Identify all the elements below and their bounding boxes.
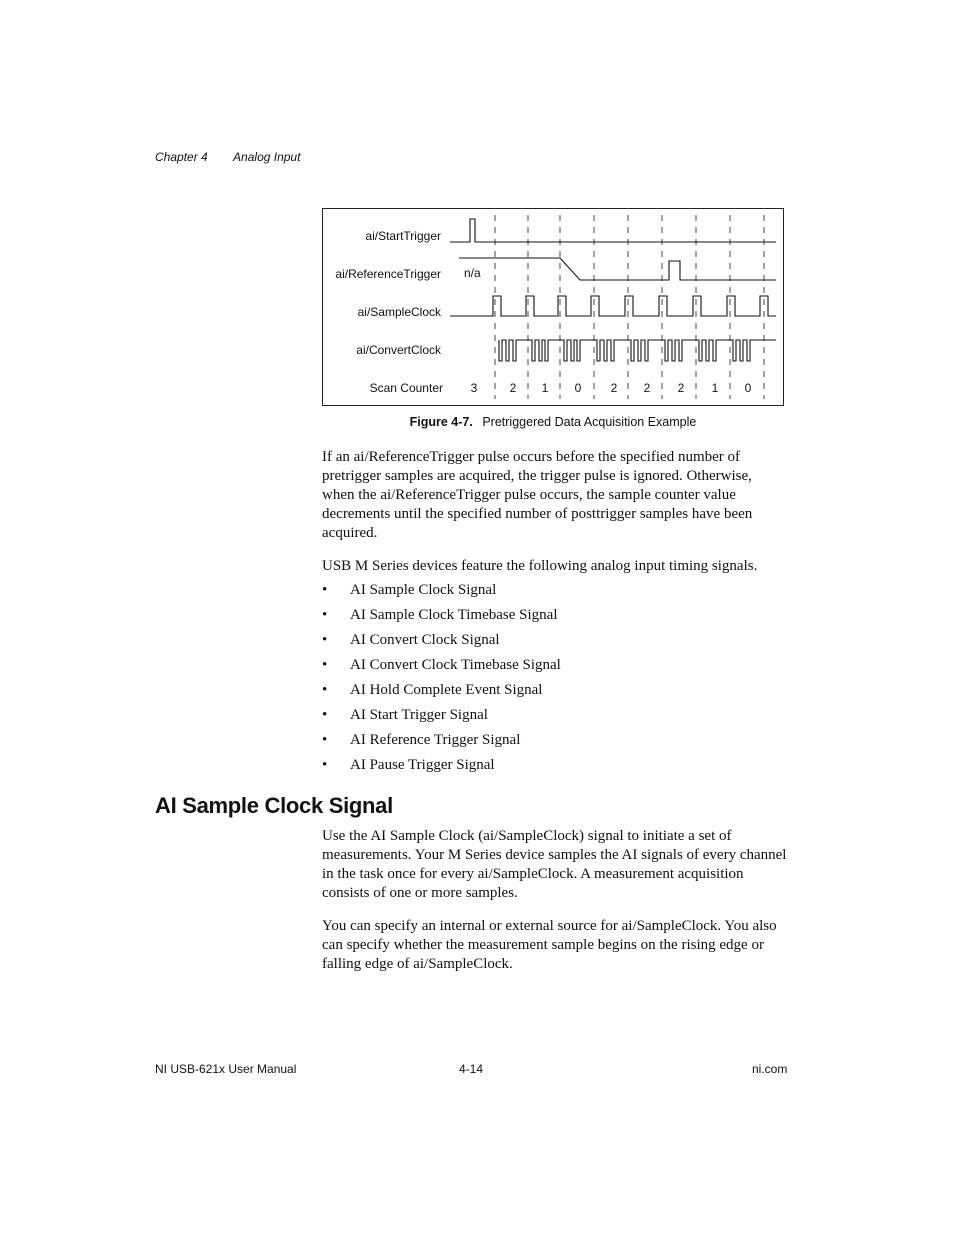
paragraph-reference-trigger: If an ai/ReferenceTrigger pulse occurs before the specified number of pretrigger samples are acquired, the trigger pulse is ignored. Otherwise, when the ai/ReferenceTrigger pulse occurs, the sample counter value decrements until the specified number of posttrigger samples have been acquired. [322,449,753,541]
running-header [155,150,300,164]
list-item-text: AI Hold Complete Event Signal [350,682,543,698]
list-item-text: AI Pause Trigger Signal [350,757,495,773]
paragraph-sample-clock-intro: Use the AI Sample Clock (ai/SampleClock) signal to initiate a set of measurements. Your M Series device samples the AI signals of every channel in the task once for every ai/SampleClock. A measurement acquisition consists of one or more samples. [322,828,787,901]
footer-page-number: 4-14 [459,1062,484,1076]
label-scan-counter: Scan Counter [369,381,443,395]
scan-count-6: 2 [643,381,651,395]
bullet-marker: • [322,607,328,623]
list-item-text: AI Convert Clock Timebase Signal [350,657,561,673]
label-start-trigger: ai/StartTrigger [365,229,441,243]
start-trigger-wave [450,219,776,242]
figure-number: Figure 4-7. [409,415,473,429]
list-item-text: AI Reference Trigger Signal [350,732,521,748]
list-item [322,656,787,681]
paragraph-timing-signals-intro: USB M Series devices feature the following analog input timing signals. [322,558,758,574]
scan-count-5: 2 [610,381,618,395]
footer-website: ni.com [752,1062,788,1076]
paragraph-sample-clock-source: You can specify an internal or external source for ai/SampleClock. You also can specify whether the measurement sample begins on the rising edge or falling edge of ai/SampleClock. [322,918,777,972]
list-item [322,756,787,781]
scan-count-9: 0 [744,381,752,395]
list-item [322,706,787,731]
list-item [322,681,787,706]
bullet-marker: • [322,682,328,698]
list-item-text: AI Convert Clock Signal [350,632,500,648]
scan-count-3: 1 [541,381,549,395]
timing-diagram [322,208,784,406]
scan-count-2: 2 [509,381,517,395]
list-item [322,731,787,756]
figure-title: Pretriggered Data Acquisition Example [482,415,697,429]
convert-clock-wave [499,340,776,361]
sample-clock-wave [450,296,776,316]
footer-manual-title: NI USB-621x User Manual [155,1062,297,1076]
bullet-marker: • [322,757,328,773]
list-item-text: AI Sample Clock Signal [350,582,497,598]
scan-count-8: 1 [711,381,719,395]
bullet-marker: • [322,582,328,598]
label-sample-clock: ai/SampleClock [357,305,441,319]
reference-trigger-wave [459,258,776,280]
list-item [322,631,787,656]
bullet-marker: • [322,707,328,723]
scan-count-1: 3 [470,381,478,395]
na-label: n/a [464,266,481,280]
timing-signal-list [322,581,787,781]
bullet-marker: • [322,732,328,748]
list-item-text: AI Sample Clock Timebase Signal [350,607,558,623]
timing-diagram-svg [323,209,785,407]
bullet-marker: • [322,657,328,673]
list-item [322,581,787,606]
label-convert-clock: ai/ConvertClock [356,343,441,357]
label-reference-trigger: ai/ReferenceTrigger [335,267,441,281]
bullet-marker: • [322,632,328,648]
scan-count-4: 0 [574,381,582,395]
list-item-text: AI Start Trigger Signal [350,707,488,723]
section-heading: AI Sample Clock Signal [155,793,393,818]
figure-caption [322,415,784,429]
scan-count-7: 2 [677,381,685,395]
chapter-label: Chapter 4 [155,150,208,164]
list-item [322,606,787,631]
chapter-title: Analog Input [233,150,301,164]
